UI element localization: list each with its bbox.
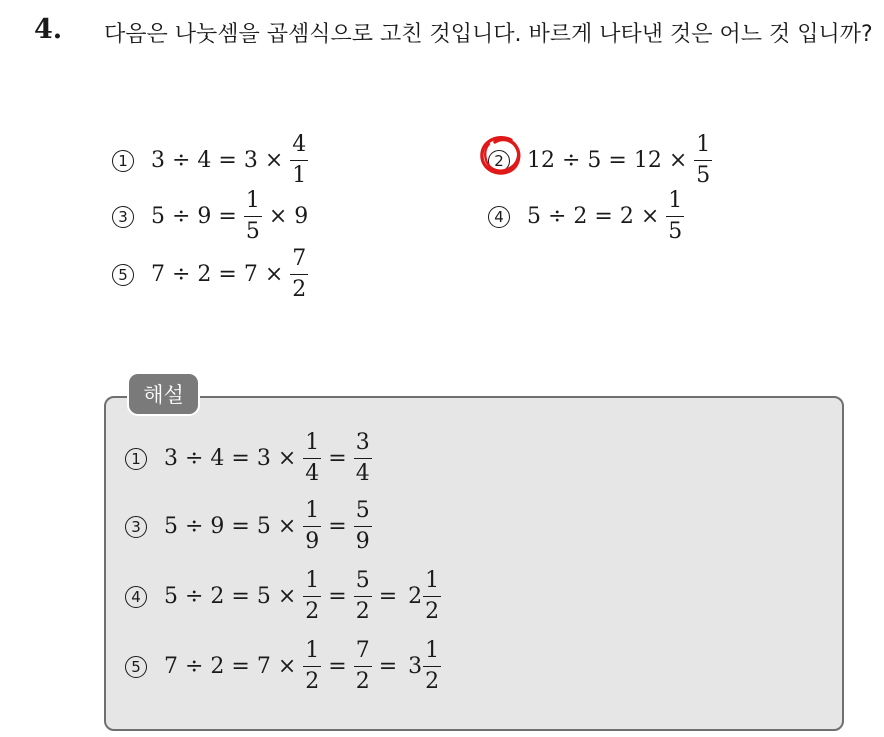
fraction-denominator: 4	[355, 461, 370, 486]
fraction-numerator: 7	[354, 640, 372, 667]
mixed-whole: 2	[408, 584, 423, 609]
solution-2-number-icon: 3	[125, 516, 147, 538]
fraction-denominator: 2	[292, 277, 307, 302]
solution-1-equals: =	[328, 446, 347, 471]
mixed-whole: 3	[408, 654, 423, 679]
fraction-numerator: 1	[303, 570, 321, 597]
fraction-denominator: 2	[425, 599, 440, 624]
fraction-denominator: 9	[355, 529, 370, 554]
fraction-numerator: 4	[290, 134, 308, 161]
fraction-denominator: 2	[355, 669, 370, 694]
fraction-numerator: 7	[290, 248, 308, 275]
solution-4-equals-1: =	[328, 654, 347, 679]
solution-line-2	[125, 500, 376, 553]
option-3-tail: × 9	[268, 204, 309, 229]
option-3-lhs: 5 ÷ 9 =	[151, 204, 237, 229]
option-2-number-icon: 2	[488, 150, 510, 172]
question-number: 4.	[34, 14, 63, 45]
question-text: 다음은 나눗셈을 곱셈식으로 고친 것입니다. 바르게 나타낸 것은 어느 것 입니까?	[104, 22, 873, 47]
solution-line-1	[125, 432, 376, 485]
fraction-denominator: 4	[305, 461, 320, 486]
solution-3-equals-1: =	[328, 584, 347, 609]
fraction-numerator: 1	[694, 134, 712, 161]
fraction-denominator: 5	[245, 219, 260, 244]
option-1-lhs: 3 ÷ 4 = 3 ×	[151, 148, 284, 173]
mixed-fraction	[423, 640, 441, 693]
option-4-number-icon: 4	[488, 206, 510, 228]
option-3-fraction	[244, 190, 262, 243]
fraction-denominator: 2	[425, 669, 440, 694]
option-3[interactable]	[112, 190, 311, 243]
option-1[interactable]	[112, 134, 312, 187]
option-2-lhs: 12 ÷ 5 = 12 ×	[527, 148, 688, 173]
solution-1-number-icon: 1	[125, 448, 147, 470]
fraction-denominator: 2	[305, 599, 320, 624]
fraction-numerator: 5	[354, 500, 372, 527]
fraction-numerator: 1	[666, 190, 684, 217]
answer-circle-mark-icon	[477, 134, 525, 178]
solution-3-lhs: 5 ÷ 2 = 5 ×	[164, 584, 297, 609]
solution-3-fraction-a	[303, 570, 321, 623]
solution-line-3	[125, 570, 445, 623]
option-4[interactable]	[488, 190, 688, 243]
option-5[interactable]	[112, 248, 312, 301]
fraction-numerator: 5	[354, 570, 372, 597]
fraction-numerator: 1	[303, 500, 321, 527]
option-4-lhs: 5 ÷ 2 = 2 ×	[527, 204, 660, 229]
solution-3-number-icon: 4	[125, 586, 147, 608]
solution-4-equals-2: =	[378, 654, 398, 679]
solution-2-equals: =	[328, 514, 347, 539]
fraction-numerator: 1	[303, 640, 321, 667]
fraction-numerator: 1	[244, 190, 262, 217]
option-3-number-icon: 3	[112, 206, 134, 228]
option-5-lhs: 7 ÷ 2 = 7 ×	[151, 262, 284, 287]
solution-3-equals-2: =	[378, 584, 398, 609]
option-2-fraction	[694, 134, 712, 187]
mixed-fraction	[423, 570, 441, 623]
fraction-denominator: 5	[668, 219, 683, 244]
solution-4-number-icon: 5	[125, 656, 147, 678]
solution-4-lhs: 7 ÷ 2 = 7 ×	[164, 654, 297, 679]
fraction-numerator: 3	[354, 432, 372, 459]
solution-label: 해설	[129, 374, 198, 414]
fraction-denominator: 9	[305, 529, 320, 554]
solution-2-fraction-a	[303, 500, 321, 553]
fraction-denominator: 2	[305, 669, 320, 694]
solution-4-mixed-number	[408, 640, 445, 693]
option-5-fraction	[290, 248, 308, 301]
solution-3-mixed-number	[408, 570, 445, 623]
solution-3-fraction-b	[354, 570, 372, 623]
solution-2-fraction-b	[354, 500, 372, 553]
option-5-number-icon: 5	[112, 264, 134, 286]
solution-4-fraction-a	[303, 640, 321, 693]
solution-line-4	[125, 640, 445, 693]
option-4-fraction	[666, 190, 684, 243]
solution-1-fraction-b	[354, 432, 372, 485]
fraction-denominator: 2	[355, 599, 370, 624]
option-1-number-icon: 1	[112, 150, 134, 172]
solution-1-lhs: 3 ÷ 4 = 3 ×	[164, 446, 297, 471]
fraction-numerator: 1	[423, 570, 441, 597]
fraction-numerator: 1	[423, 640, 441, 667]
solution-2-lhs: 5 ÷ 9 = 5 ×	[164, 514, 297, 539]
fraction-numerator: 1	[303, 432, 321, 459]
option-1-fraction	[290, 134, 308, 187]
fraction-denominator: 1	[292, 163, 307, 188]
solution-4-fraction-b	[354, 640, 372, 693]
fraction-denominator: 5	[696, 163, 711, 188]
solution-1-fraction-a	[303, 432, 321, 485]
